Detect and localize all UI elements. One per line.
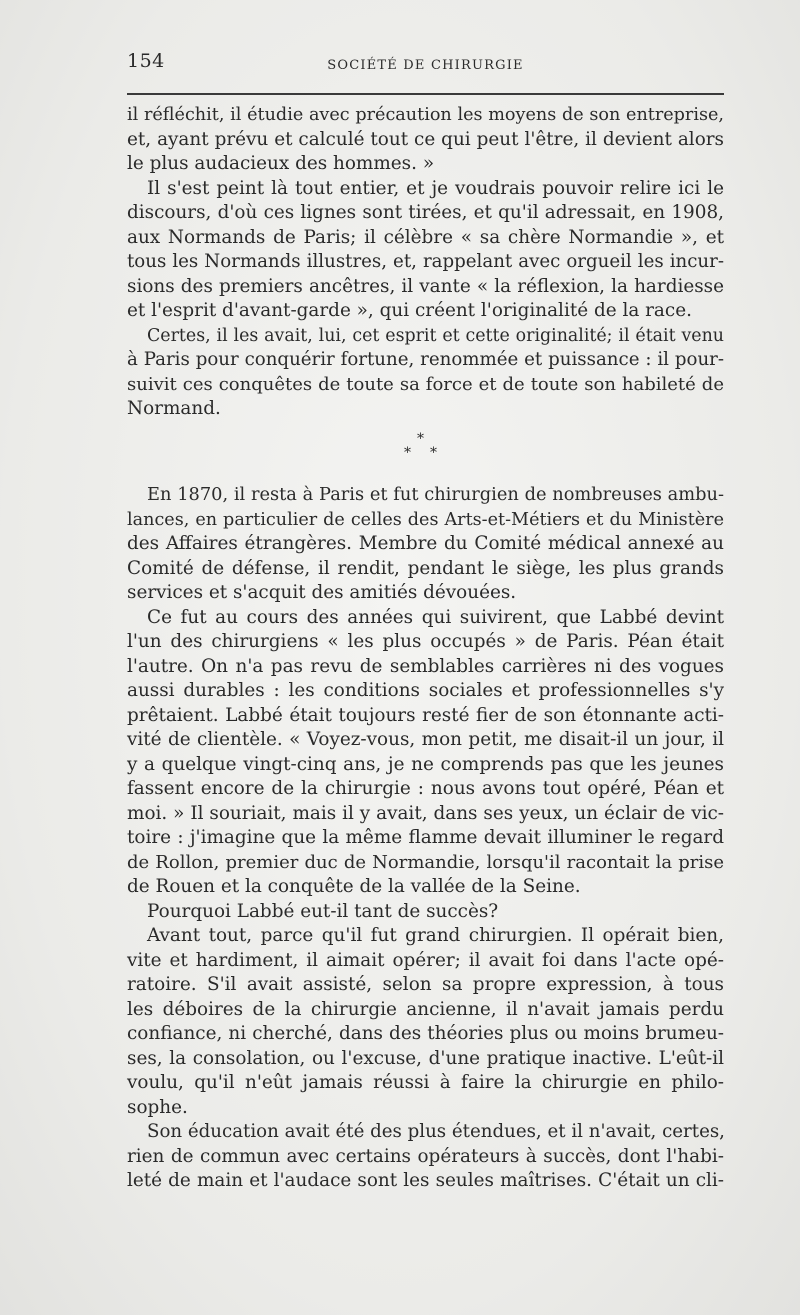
text-line: vite et hardiment, il aimait opérer; il avait foi dans l'acte opé- xyxy=(127,949,724,971)
text-line: et l'esprit d'avant-garde », qui créent l'originalité de la race. xyxy=(127,300,692,321)
text-line: Normand. xyxy=(127,398,221,419)
text-line: de Rollon, premier duc de Normandie, lorsqu'il racontait la prise xyxy=(127,851,724,873)
text-line: En 1870, il resta à Paris et fut chirurgien de nombreuses ambu- xyxy=(147,484,724,505)
text-line: discours, d'où ces lignes sont tirées, et qu'il adressait, en 1908, xyxy=(127,202,724,223)
text-line: les déboires de la chirurgie ancienne, il n'avait jamais perdu xyxy=(127,998,724,1020)
text-line: l'un des chirurgiens « les plus occupés » de Paris. Péan était xyxy=(127,631,724,652)
text-line: services et s'acquit des amitiés dévouées. xyxy=(127,582,517,603)
text-line: Certes, il les avait, lui, cet esprit et cette originalité; il était venu xyxy=(147,325,724,346)
text-line: à Paris pour conquérir fortune, renommée et puissance : il pour- xyxy=(127,349,724,370)
text-line: le plus audacieux des hommes. » xyxy=(127,153,435,174)
text-line: sophe. xyxy=(127,1096,188,1118)
text-block-2 xyxy=(127,483,724,1194)
text-line: suivit ces conquêtes de toute sa force et de toute son habileté de xyxy=(127,373,724,395)
text-line: vité de clientèle. « Voyez-vous, mon petit, me disait-il un jour, il xyxy=(127,729,724,750)
text-line: ses, la consolation, ou l'excuse, d'une pratique inactive. L'eût-il xyxy=(127,1047,724,1069)
text-line: fassent encore de la chirurgie : nous avons tout opéré, Péan et xyxy=(127,778,724,799)
text-line: leté de main et l'audace sont les seules maîtrises. C'était un cli- xyxy=(127,1170,724,1191)
text-line: Comité de défense, il rendit, pendant le siège, les plus grands xyxy=(127,557,724,579)
text-line: et, ayant prévu et calculé tout ce qui peut l'être, il devient alors xyxy=(127,128,724,150)
text-line: y a quelque vingt-cinq ans, je ne comprends pas que les jeunes xyxy=(127,753,724,775)
text-line: Son éducation avait été des plus étendues, et il n'avait, certes, xyxy=(147,1121,725,1142)
text-line: des Affaires étrangères. Membre du Comité médical annexé au xyxy=(127,533,724,554)
separator-star-left: * xyxy=(404,445,411,461)
section-separator-asterisks xyxy=(392,432,456,466)
text-line: Ce fut au cours des années qui suivirent, que Labbé devint xyxy=(147,606,724,628)
text-line: prêtaient. Labbé était toujours resté fier de son étonnante acti- xyxy=(127,704,724,726)
text-line: voulu, qu'il n'eût jamais réussi à faire la chirurgie en philo- xyxy=(127,1072,724,1093)
text-line: rien de commun avec certains opérateurs à succès, dont l'habi- xyxy=(127,1145,724,1167)
text-line: aux Normands de Paris; il célèbre « sa chère Normandie », et xyxy=(127,226,724,248)
text-line: moi. » Il souriait, mais il y avait, dans ses yeux, un éclair de vic- xyxy=(127,802,724,824)
text-line: l'autre. On n'a pas revu de semblables carrières ni des vogues xyxy=(127,655,724,677)
text-block-1 xyxy=(127,103,724,422)
text-line: Avant tout, parce qu'il fut grand chirurgien. Il opérait bien, xyxy=(147,925,724,946)
separator-star-top: * xyxy=(417,431,424,447)
text-line: Pourquoi Labbé eut-il tant de succès? xyxy=(147,900,499,922)
text-line: aussi durables : les conditions sociales et professionnelles s'y xyxy=(127,680,724,701)
text-line: Il s'est peint là tout entier, et je voudrais pouvoir relire ici le xyxy=(147,177,724,199)
text-line: lances, en particulier de celles des Arts-et-Métiers et du Ministère xyxy=(127,509,724,530)
text-line: il réfléchit, il étudie avec précaution les moyens de son entreprise, xyxy=(127,105,724,125)
text-line: sions des premiers ancêtres, il vante « la réflexion, la hardiesse xyxy=(127,275,724,297)
text-line: tous les Normands illustres, et, rappelant avec orgueil les incur- xyxy=(127,251,724,272)
separator-star-right: * xyxy=(430,445,437,461)
text-line: toire : j'imagine que la même flamme devait illuminer le regard xyxy=(127,827,724,848)
page-number: 154 xyxy=(127,50,165,72)
text-line: ratoire. S'il avait assisté, selon sa propre expression, à tous xyxy=(127,974,724,995)
text-line: confiance, ni cherché, dans des théories plus ou moins brumeu- xyxy=(127,1023,724,1044)
running-title: SOCIÉTÉ DE CHIRURGIE xyxy=(327,58,524,73)
page-header xyxy=(127,50,724,80)
text-line: de Rouen et la conquête de la vallée de la Seine. xyxy=(127,876,581,897)
header-rule xyxy=(127,93,724,95)
